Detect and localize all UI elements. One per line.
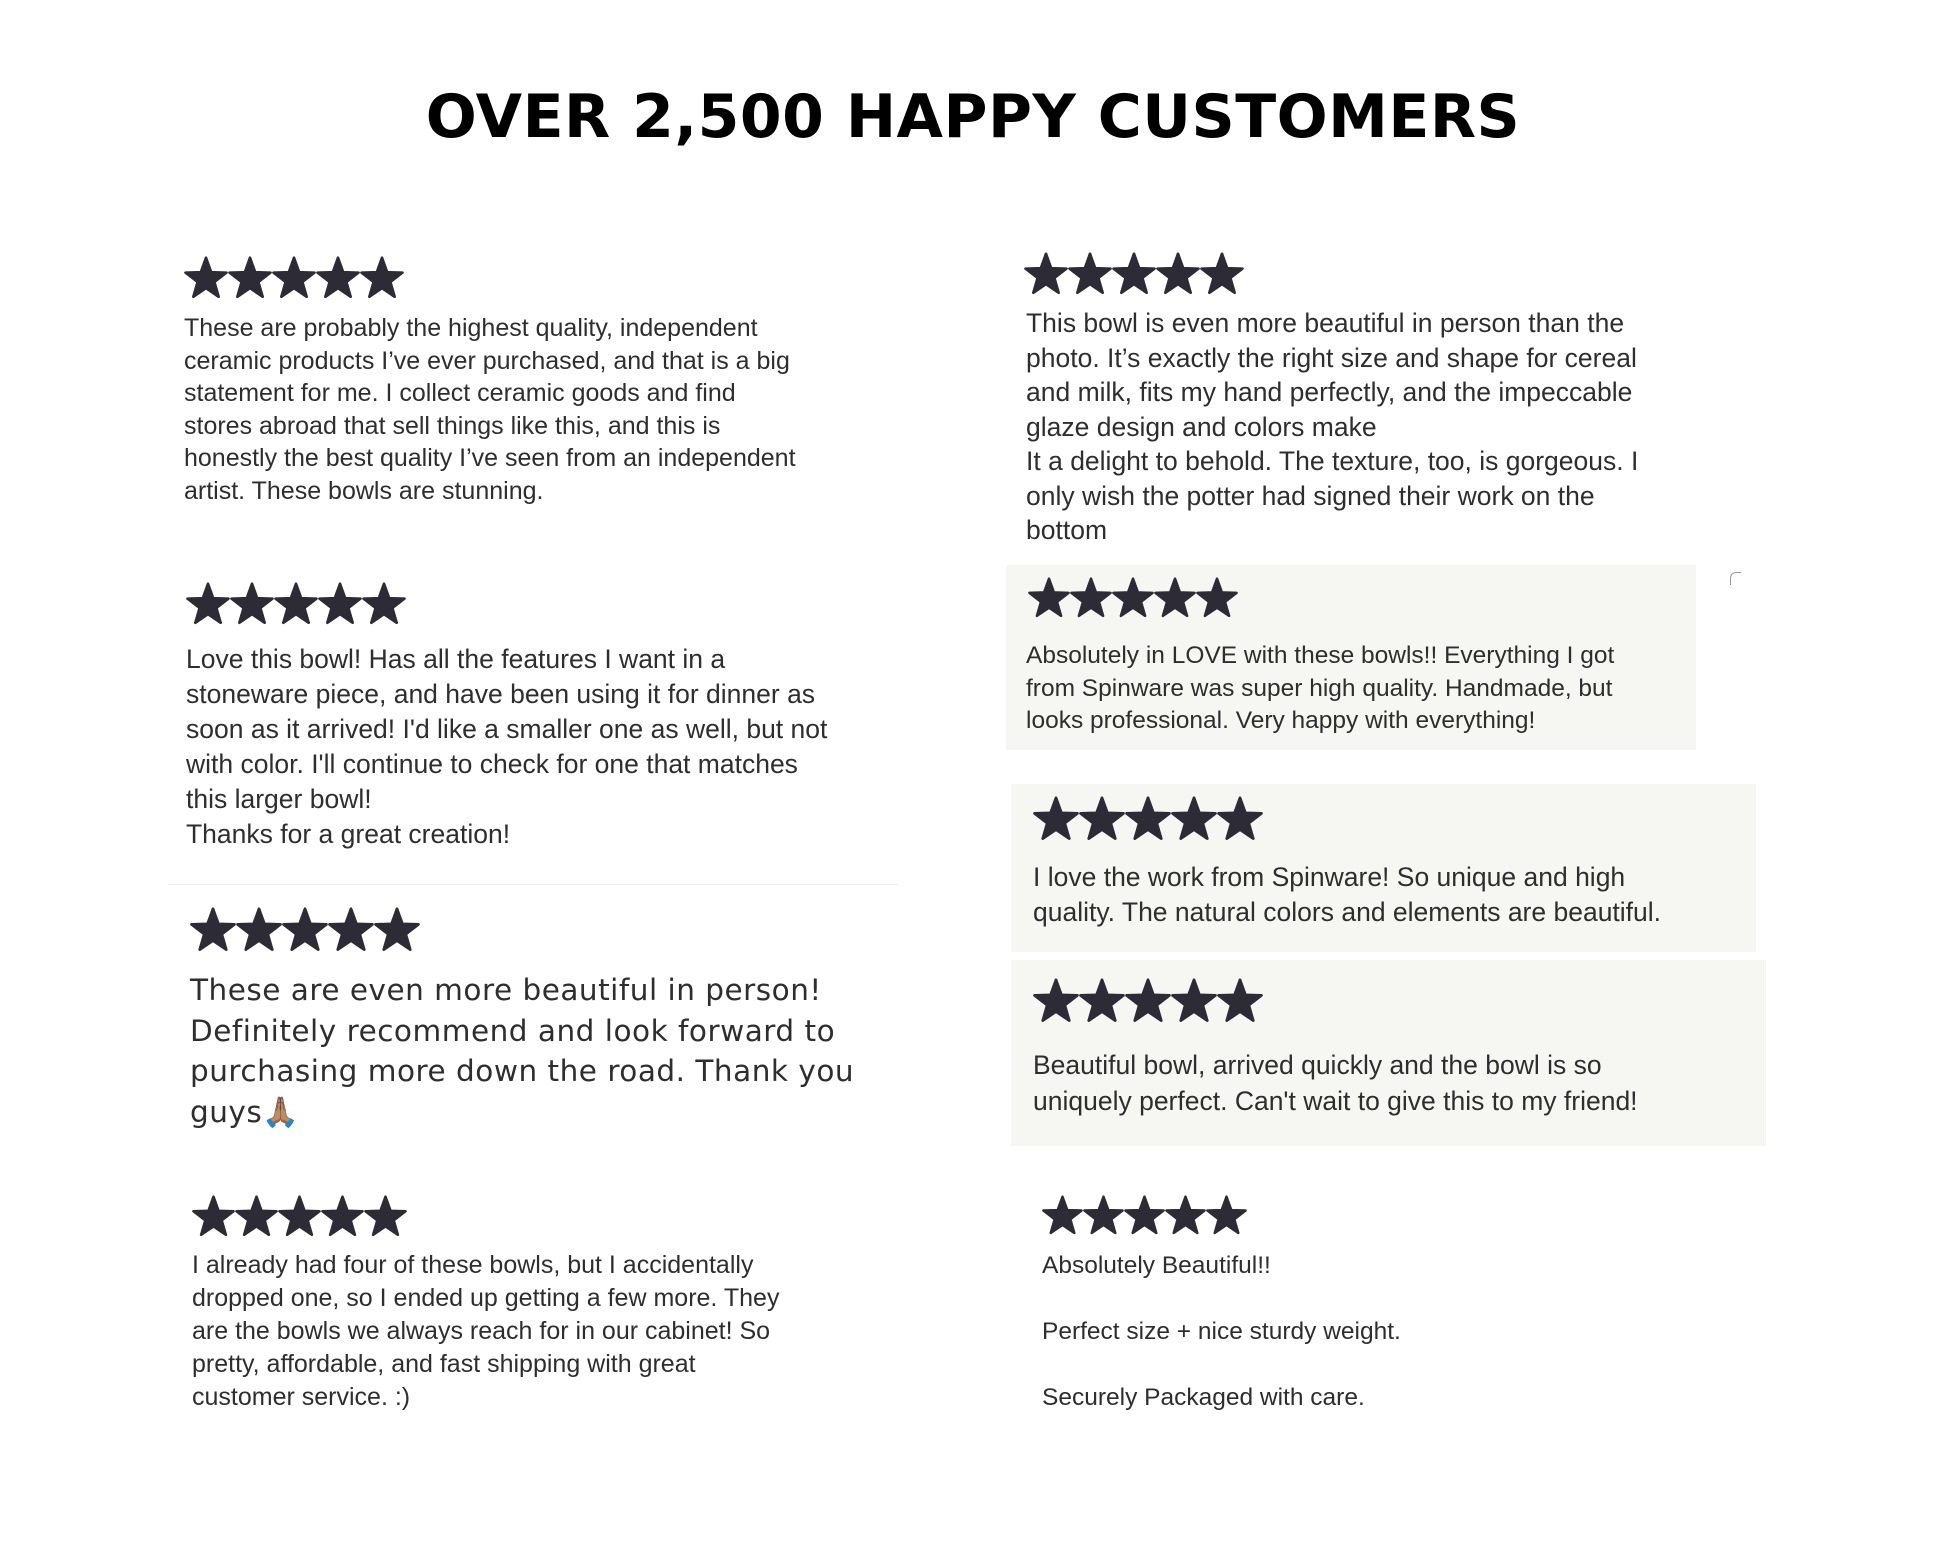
- star-rating: [1028, 577, 1238, 619]
- star-icon: [1217, 796, 1263, 842]
- divider: [168, 884, 898, 885]
- star-icon: [318, 582, 362, 626]
- review-card: [1011, 960, 1766, 1146]
- review-text: This bowl is even more beautiful in person than the photo. It’s exactly the right size and shape for cereal and milk, fits my hand perfectly, and the impeccable glaze design and colors make It a delight to behold. The texture, too, is gorgeous. I only wish the potter had signed their work on the bottom: [1026, 308, 1639, 545]
- star-icon: [1156, 252, 1200, 296]
- star-icon: [1171, 978, 1217, 1024]
- star-icon: [1196, 577, 1238, 619]
- star-icon: [282, 907, 328, 953]
- star-icon: [316, 256, 360, 300]
- star-icon: [274, 582, 318, 626]
- page-title: OVER 2,500 HAPPY CUSTOMERS: [425, 82, 1521, 152]
- star-icon: [236, 907, 282, 953]
- star-icon: [278, 1195, 321, 1238]
- star-icon: [374, 907, 420, 953]
- review-card: [1006, 565, 1696, 750]
- review-card: [1020, 1185, 1720, 1435]
- star-icon: [1217, 978, 1263, 1024]
- review-text: I already had four of these bowls, but I accidentally dropped one, so I ended up getting a few more. They are the bowls we always reach for in our cabinet! So pretty, affordable, and fast shipping with great customer service. :): [192, 1251, 780, 1411]
- star-icon: [1154, 577, 1196, 619]
- star-icon: [1206, 1195, 1247, 1236]
- star-icon: [1171, 796, 1217, 842]
- star-icon: [272, 256, 316, 300]
- star-rating: [190, 907, 420, 953]
- star-rating: [1033, 796, 1263, 842]
- review-text: Absolutely in LOVE with these bowls!! Everything I got from Spinware was super high quality. Handmade, but looks professional. Very happy with everything!: [1026, 642, 1615, 734]
- star-icon: [1200, 252, 1244, 296]
- star-icon: [328, 907, 374, 953]
- star-icon: [1070, 577, 1112, 619]
- star-rating: [186, 582, 406, 626]
- review-card: [170, 895, 900, 1155]
- star-icon: [1033, 796, 1079, 842]
- star-icon: [1125, 978, 1171, 1024]
- star-rating: [1024, 252, 1244, 296]
- review-card: [170, 1185, 870, 1435]
- star-icon: [186, 582, 230, 626]
- star-rating: [1042, 1195, 1247, 1236]
- star-icon: [230, 582, 274, 626]
- star-icon: [1079, 978, 1125, 1024]
- star-icon: [362, 582, 406, 626]
- star-icon: [228, 256, 272, 300]
- star-icon: [1028, 577, 1070, 619]
- star-icon: [184, 256, 228, 300]
- star-rating: [192, 1195, 407, 1238]
- star-icon: [321, 1195, 364, 1238]
- star-icon: [1165, 1195, 1206, 1236]
- review-card: [1010, 240, 1730, 550]
- star-icon: [190, 907, 236, 953]
- star-icon: [235, 1195, 278, 1238]
- star-icon: [1033, 978, 1079, 1024]
- review-text: These are probably the highest quality, independent ceramic products I’ve ever purchased, and that is a big statement for me. I collect ceramic goods and find stores abroad that sell things like this, and this is honestly the best quality I’ve seen from an independent artist. These bowls are stunning.: [184, 314, 796, 505]
- star-icon: [1112, 252, 1156, 296]
- star-icon: [1068, 252, 1112, 296]
- star-icon: [360, 256, 404, 300]
- review-text: Beautiful bowl, arrived quickly and the bowl is so uniquely perfect. Can't wait to give this to my friend!: [1033, 1050, 1638, 1116]
- review-text: Absolutely Beautiful!! Perfect size + nice sturdy weight. Securely Packaged with care.: [1042, 1252, 1401, 1411]
- review-text: Love this bowl! Has all the features I want in a stoneware piece, and have been using it for dinner as soon as it arrived! I'd like a smaller one as well, but not with color. I'll continue to check for one that matches this larger bowl! Thanks for a great creation!: [186, 644, 828, 849]
- star-icon: [364, 1195, 407, 1238]
- star-rating: [184, 256, 404, 300]
- review-text: I love the work from Spinware! So unique and high quality. The natural colors and elements are beautiful.: [1033, 862, 1662, 927]
- star-rating: [1033, 978, 1263, 1024]
- star-icon: [1125, 796, 1171, 842]
- review-card: [1011, 784, 1756, 952]
- review-card: [170, 240, 870, 540]
- review-card: [170, 570, 900, 870]
- star-icon: [1079, 796, 1125, 842]
- star-icon: [1112, 577, 1154, 619]
- review-text: These are even more beautiful in person! Definitely recommend and look forward to purchasing more down the road. Thank you guys🙏🏽: [190, 973, 855, 1129]
- star-icon: [1124, 1195, 1165, 1236]
- corner-mark: [1730, 572, 1741, 585]
- star-icon: [1024, 252, 1068, 296]
- star-icon: [1042, 1195, 1083, 1236]
- star-icon: [192, 1195, 235, 1238]
- star-icon: [1083, 1195, 1124, 1236]
